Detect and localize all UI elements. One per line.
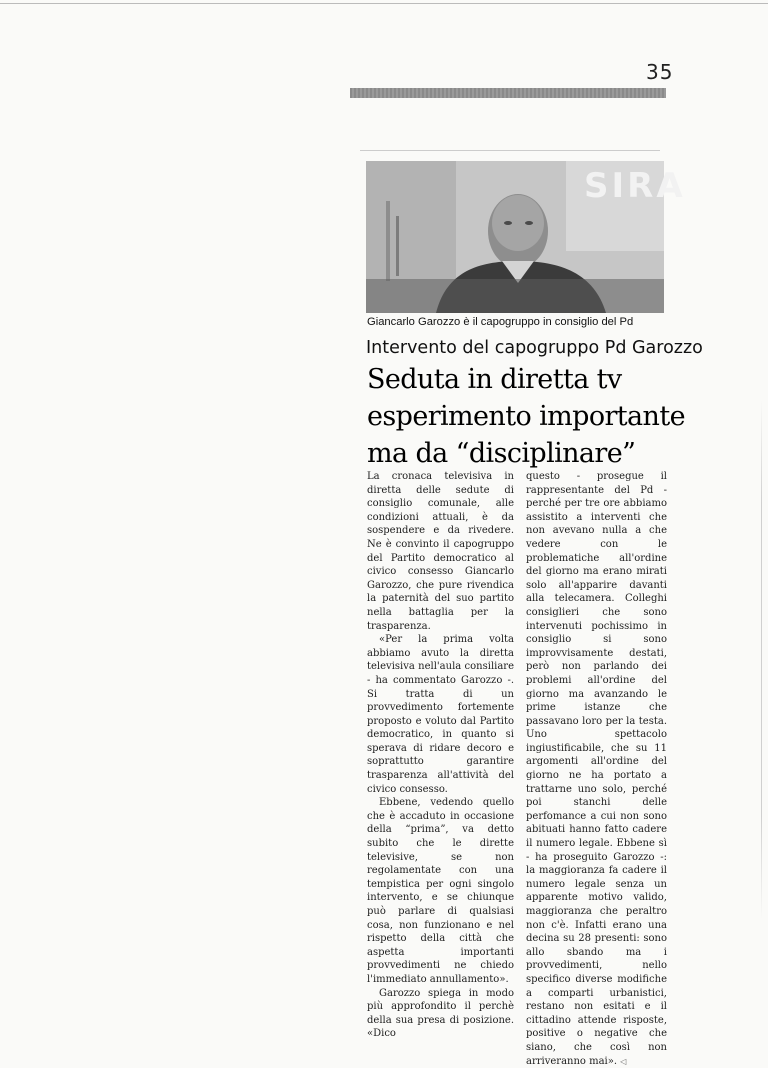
article-kicker: Intervento del capogruppo Pd Garozzo [366, 338, 703, 358]
divider [360, 150, 660, 151]
end-of-article-icon: ◁ [620, 1056, 627, 1066]
photo-caption: Giancarlo Garozzo è il capogruppo in consiglio del Pd [367, 316, 634, 328]
top-rule [0, 3, 768, 4]
scan-edge [761, 400, 762, 920]
header-band [350, 88, 666, 98]
page-number: 35 [646, 60, 674, 84]
paragraph: «Per la prima volta abbiamo avuto la diretta televisiva nell'aula consiliare - ha commentato Garozzo -. Si tratta di un provvedimento fortemente proposto e voluto dal Partito democratico, in quanto si sperava di ridare decoro e soprattutto garantire trasparenza all'attività del civico consesso. [367, 634, 514, 795]
portrait-illustration [366, 161, 686, 313]
paragraph: La cronaca televisiva in diretta delle sedute di consiglio comunale, alle condizioni attuali, è da sospendere e da rivedere. Ne è convinto il capogruppo del Partito democratico al civico consesso Giancarlo Garozzo, che pure rivendica la paternità del suo partito nella battaglia per la trasparenza. [367, 471, 514, 632]
article-column-left [367, 470, 514, 1041]
headline-line: Seduta in diretta tv [367, 364, 622, 395]
paragraph [526, 470, 667, 1068]
sira-sign: SIRA [584, 166, 686, 206]
paragraph: Garozzo spiega in modo più approfondito il perchè della sua presa di posizione. «Dico [367, 987, 514, 1040]
article-photo [366, 161, 686, 313]
headline-line: esperimento importante [367, 401, 685, 432]
paragraph: Ebbene, vedendo quello che è accaduto in occasione della “prima”, va detto subito che le dirette televisive, se non regolamentate con una tempistica per ogni singolo intervento, e se chiunque può parlare di qualsiasi cosa, non funzionano e nel rispetto della città che aspetta importanti provvedimenti ne chiedo l'immediato annullamento». [367, 797, 514, 985]
headline-line: ma da “disciplinare” [367, 438, 636, 469]
paragraph-text: questo - prosegue il rappresentante del Pd - perché per tre ore abbiamo assistito a interventi che non avevano nulla a che vedere con le problematiche all'ordine del giorno ma erano mirati solo all'apparire davanti alla telecamera. Colleghi consiglieri che sono intervenuti pochissimo in consiglio si sono improvvisamente destati, però non parlando dei problemi all'ordine del giorno ma avanzando le prime istanze che passavano loro per la testa. Uno spettacolo ingiustificabile, che su 11 argomenti all'ordine del giorno ne ha portato a trattarne uno solo, perché poi stanchi delle perfomance a cui non sono abituati hanno fatto cadere il numero legale. Ebbene sì - ha proseguito Garozzo -: la maggioranza fa cadere il numero legale senza un apparente motivo valido, maggioranza che peraltro non c'è. Infatti erano una decina su 28 presenti: sono allo sbando ma i provvedimenti, nello specifico diverse modifiche a comparti urbanistici, restano non esitati e il cittadino attende risposte, positive o negative che siano, che così non arriveranno mai». [526, 471, 667, 1067]
article-column-right [526, 470, 667, 1068]
article-headline [367, 361, 685, 472]
